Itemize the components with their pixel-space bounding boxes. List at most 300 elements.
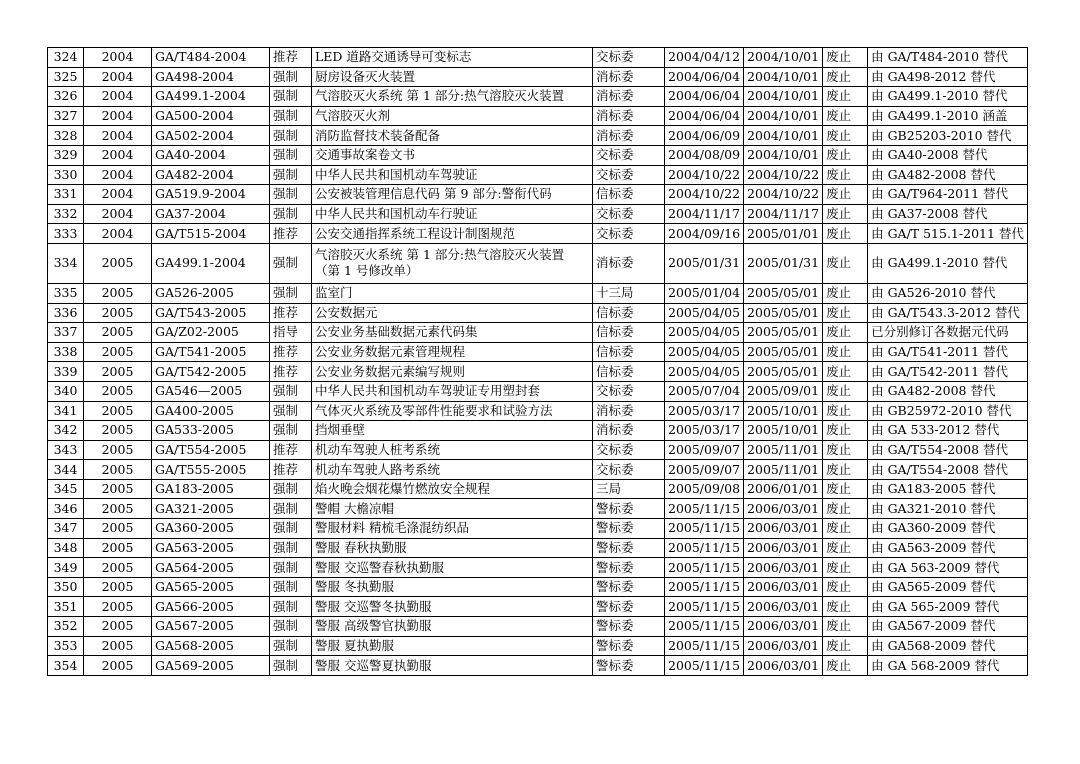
status-cell: 废止: [823, 323, 868, 343]
implement-date-cell: 2005/05/01: [744, 362, 823, 382]
implement-date-cell: 2004/10/01: [744, 67, 823, 87]
year-cell: 2004: [84, 67, 152, 87]
replacement-note-cell: 由 GA183-2005 替代: [868, 479, 1028, 499]
row-number-cell: 330: [48, 165, 84, 185]
status-cell: 废止: [823, 165, 868, 185]
standard-title-cell: 警服 交巡警夏执勤服: [312, 656, 593, 676]
row-number-cell: 336: [48, 303, 84, 323]
publish-date-cell: 2005/09/08: [665, 479, 744, 499]
year-cell: 2005: [84, 381, 152, 401]
publish-date-cell: 2004/06/09: [665, 126, 744, 146]
implement-date-cell: 2006/03/01: [744, 656, 823, 676]
status-cell: 废止: [823, 67, 868, 87]
department-cell: 消标委: [593, 67, 665, 87]
department-cell: 交标委: [593, 381, 665, 401]
standard-code-cell: GA/Z02-2005: [152, 323, 270, 343]
standard-code-cell: GA400-2005: [152, 401, 270, 421]
standard-type-cell: 强制: [270, 401, 312, 421]
status-cell: 废止: [823, 538, 868, 558]
publish-date-cell: 2005/11/15: [665, 597, 744, 617]
replacement-note-cell: 由 GA568-2009 替代: [868, 636, 1028, 656]
department-cell: 信标委: [593, 185, 665, 205]
replacement-note-cell: 由 GA565-2009 替代: [868, 577, 1028, 597]
replacement-note-cell: 由 GA/T541-2011 替代: [868, 342, 1028, 362]
standard-title-cell: 警服 交巡警春秋执勤服: [312, 558, 593, 578]
publish-date-cell: 2004/06/04: [665, 106, 744, 126]
standard-code-cell: GA37-2004: [152, 204, 270, 224]
publish-date-cell: 2004/08/09: [665, 145, 744, 165]
status-cell: 废止: [823, 577, 868, 597]
publish-date-cell: 2004/06/04: [665, 87, 744, 107]
year-cell: 2005: [84, 401, 152, 421]
standard-type-cell: 指导: [270, 323, 312, 343]
standard-code-cell: GA502-2004: [152, 126, 270, 146]
year-cell: 2005: [84, 303, 152, 323]
standard-title-cell: 警帽 大檐凉帽: [312, 499, 593, 519]
department-cell: 交标委: [593, 224, 665, 244]
standard-type-cell: 强制: [270, 126, 312, 146]
implement-date-cell: 2005/05/01: [744, 323, 823, 343]
standard-code-cell: GA/T541-2005: [152, 342, 270, 362]
table-row: [48, 558, 1028, 578]
status-cell: 废止: [823, 460, 868, 480]
row-number-cell: 337: [48, 323, 84, 343]
table-row: [48, 597, 1028, 617]
replacement-note-cell: 由 GA/T 515.1-2011 替代: [868, 224, 1028, 244]
status-cell: 废止: [823, 303, 868, 323]
department-cell: 消标委: [593, 126, 665, 146]
publish-date-cell: 2005/04/05: [665, 362, 744, 382]
row-number-cell: 327: [48, 106, 84, 126]
standard-type-cell: 强制: [270, 499, 312, 519]
standard-title-cell: 机动车驾驶人桩考系统: [312, 440, 593, 460]
standard-type-cell: 推荐: [270, 303, 312, 323]
implement-date-cell: 2004/10/22: [744, 165, 823, 185]
status-cell: 废止: [823, 381, 868, 401]
table-row: [48, 204, 1028, 224]
status-cell: 废止: [823, 204, 868, 224]
implement-date-cell: 2006/03/01: [744, 558, 823, 578]
standard-code-cell: GA/T515-2004: [152, 224, 270, 244]
department-cell: 消标委: [593, 421, 665, 441]
row-number-cell: 335: [48, 283, 84, 303]
table-row: [48, 617, 1028, 637]
replacement-note-cell: 由 GA321-2010 替代: [868, 499, 1028, 519]
standard-code-cell: GA40-2004: [152, 145, 270, 165]
publish-date-cell: 2005/09/07: [665, 440, 744, 460]
year-cell: 2005: [84, 342, 152, 362]
implement-date-cell: 2005/11/01: [744, 460, 823, 480]
standard-title-cell: 公安被装管理信息代码 第 9 部分:警衔代码: [312, 185, 593, 205]
row-number-cell: 351: [48, 597, 84, 617]
standard-type-cell: 强制: [270, 597, 312, 617]
implement-date-cell: 2006/03/01: [744, 617, 823, 637]
standard-type-cell: 强制: [270, 538, 312, 558]
status-cell: 废止: [823, 421, 868, 441]
publish-date-cell: 2005/11/15: [665, 636, 744, 656]
publish-date-cell: 2005/04/05: [665, 342, 744, 362]
standard-code-cell: GA567-2005: [152, 617, 270, 637]
table-row: [48, 479, 1028, 499]
publish-date-cell: 2005/03/17: [665, 421, 744, 441]
row-number-cell: 352: [48, 617, 84, 637]
standard-title-cell: LED 道路交通诱导可变标志: [312, 48, 593, 68]
replacement-note-cell: 由 GA499.1-2010 替代: [868, 243, 1028, 283]
standard-type-cell: 强制: [270, 185, 312, 205]
standard-type-cell: 强制: [270, 421, 312, 441]
status-cell: 废止: [823, 558, 868, 578]
implement-date-cell: 2005/05/01: [744, 303, 823, 323]
standard-type-cell: 强制: [270, 617, 312, 637]
replacement-note-cell: 由 GA 568-2009 替代: [868, 656, 1028, 676]
implement-date-cell: 2006/03/01: [744, 538, 823, 558]
department-cell: 警标委: [593, 558, 665, 578]
replacement-note-cell: 由 GA 563-2009 替代: [868, 558, 1028, 578]
department-cell: 警标委: [593, 656, 665, 676]
year-cell: 2005: [84, 558, 152, 578]
publish-date-cell: 2004/10/22: [665, 185, 744, 205]
standard-type-cell: 强制: [270, 87, 312, 107]
table-row: [48, 106, 1028, 126]
implement-date-cell: 2004/10/01: [744, 106, 823, 126]
year-cell: 2005: [84, 519, 152, 539]
department-cell: 消标委: [593, 106, 665, 126]
row-number-cell: 353: [48, 636, 84, 656]
standard-type-cell: 强制: [270, 519, 312, 539]
year-cell: 2005: [84, 440, 152, 460]
standard-title-cell: 警服 交巡警冬执勤服: [312, 597, 593, 617]
standard-code-cell: GA500-2004: [152, 106, 270, 126]
department-cell: 警标委: [593, 597, 665, 617]
standard-title-cell: 公安数据元: [312, 303, 593, 323]
replacement-note-cell: 由 GB25972-2010 替代: [868, 401, 1028, 421]
implement-date-cell: 2006/03/01: [744, 519, 823, 539]
status-cell: 废止: [823, 656, 868, 676]
standard-code-cell: GA568-2005: [152, 636, 270, 656]
status-cell: 废止: [823, 87, 868, 107]
replacement-note-cell: 由 GA37-2008 替代: [868, 204, 1028, 224]
standard-code-cell: GA498-2004: [152, 67, 270, 87]
status-cell: 废止: [823, 519, 868, 539]
table-row: [48, 126, 1028, 146]
standard-code-cell: GA546—2005: [152, 381, 270, 401]
table-row: [48, 577, 1028, 597]
standard-type-cell: 强制: [270, 283, 312, 303]
row-number-cell: 324: [48, 48, 84, 68]
implement-date-cell: 2004/10/01: [744, 145, 823, 165]
publish-date-cell: 2005/11/15: [665, 656, 744, 676]
publish-date-cell: 2004/04/12: [665, 48, 744, 68]
status-cell: 废止: [823, 185, 868, 205]
publish-date-cell: 2004/11/17: [665, 204, 744, 224]
standard-title-cell: 交通事故案卷文书: [312, 145, 593, 165]
implement-date-cell: 2005/10/01: [744, 421, 823, 441]
publish-date-cell: 2005/03/17: [665, 401, 744, 421]
row-number-cell: 329: [48, 145, 84, 165]
table-row: [48, 48, 1028, 68]
publish-date-cell: 2005/11/15: [665, 558, 744, 578]
table-row: [48, 656, 1028, 676]
replacement-note-cell: 由 GA/T964-2011 替代: [868, 185, 1028, 205]
row-number-cell: 350: [48, 577, 84, 597]
implement-date-cell: 2004/10/01: [744, 48, 823, 68]
table-body: [48, 48, 1028, 676]
publish-date-cell: 2005/11/15: [665, 538, 744, 558]
standard-title-cell: 机动车驾驶人路考系统: [312, 460, 593, 480]
year-cell: 2004: [84, 126, 152, 146]
implement-date-cell: 2004/10/01: [744, 126, 823, 146]
department-cell: 交标委: [593, 460, 665, 480]
row-number-cell: 344: [48, 460, 84, 480]
year-cell: 2004: [84, 48, 152, 68]
replacement-note-cell: 已分别修订各数据元代码: [868, 323, 1028, 343]
standard-title-cell: 警服 高级警官执勤服: [312, 617, 593, 637]
implement-date-cell: 2006/03/01: [744, 577, 823, 597]
standard-code-cell: GA526-2005: [152, 283, 270, 303]
standard-title-cell: 中华人民共和国机动车驾驶证: [312, 165, 593, 185]
table-row: [48, 185, 1028, 205]
department-cell: 消标委: [593, 87, 665, 107]
replacement-note-cell: 由 GA563-2009 替代: [868, 538, 1028, 558]
year-cell: 2005: [84, 421, 152, 441]
table-row: [48, 243, 1028, 283]
standard-type-cell: 推荐: [270, 48, 312, 68]
implement-date-cell: 2004/11/17: [744, 204, 823, 224]
standard-title-cell: 中华人民共和国机动车驾驶证专用塑封套: [312, 381, 593, 401]
implement-date-cell: 2004/10/22: [744, 185, 823, 205]
replacement-note-cell: 由 GA/T542-2011 替代: [868, 362, 1028, 382]
status-cell: 废止: [823, 224, 868, 244]
standard-title-cell: 气体灭火系统及零部件性能要求和试验方法: [312, 401, 593, 421]
department-cell: 交标委: [593, 204, 665, 224]
standard-type-cell: 推荐: [270, 362, 312, 382]
status-cell: 废止: [823, 106, 868, 126]
standard-code-cell: GA569-2005: [152, 656, 270, 676]
standard-code-cell: GA/T554-2005: [152, 440, 270, 460]
table-row: [48, 224, 1028, 244]
year-cell: 2005: [84, 460, 152, 480]
publish-date-cell: 2005/04/05: [665, 303, 744, 323]
standard-type-cell: 强制: [270, 243, 312, 283]
standard-type-cell: 强制: [270, 381, 312, 401]
year-cell: 2004: [84, 224, 152, 244]
row-number-cell: 325: [48, 67, 84, 87]
row-number-cell: 340: [48, 381, 84, 401]
department-cell: 信标委: [593, 323, 665, 343]
department-cell: 信标委: [593, 362, 665, 382]
standard-code-cell: GA482-2004: [152, 165, 270, 185]
status-cell: 废止: [823, 499, 868, 519]
row-number-cell: 328: [48, 126, 84, 146]
table-row: [48, 342, 1028, 362]
year-cell: 2004: [84, 145, 152, 165]
publish-date-cell: 2005/04/05: [665, 323, 744, 343]
standard-type-cell: 强制: [270, 204, 312, 224]
row-number-cell: 354: [48, 656, 84, 676]
implement-date-cell: 2005/05/01: [744, 283, 823, 303]
row-number-cell: 345: [48, 479, 84, 499]
table-row: [48, 636, 1028, 656]
implement-date-cell: 2006/03/01: [744, 597, 823, 617]
table-row: [48, 538, 1028, 558]
row-number-cell: 349: [48, 558, 84, 578]
department-cell: 信标委: [593, 342, 665, 362]
status-cell: 废止: [823, 597, 868, 617]
department-cell: 警标委: [593, 577, 665, 597]
year-cell: 2004: [84, 87, 152, 107]
implement-date-cell: 2005/01/31: [744, 243, 823, 283]
status-cell: 废止: [823, 48, 868, 68]
standard-type-cell: 强制: [270, 165, 312, 185]
year-cell: 2005: [84, 656, 152, 676]
standard-code-cell: GA360-2005: [152, 519, 270, 539]
table-row: [48, 165, 1028, 185]
standard-title-cell: 中华人民共和国机动车行驶证: [312, 204, 593, 224]
standard-type-cell: 强制: [270, 106, 312, 126]
table-row: [48, 87, 1028, 107]
standard-code-cell: GA/T542-2005: [152, 362, 270, 382]
publish-date-cell: 2005/07/04: [665, 381, 744, 401]
implement-date-cell: 2004/10/01: [744, 87, 823, 107]
table-row: [48, 381, 1028, 401]
row-number-cell: 338: [48, 342, 84, 362]
publish-date-cell: 2005/11/15: [665, 519, 744, 539]
row-number-cell: 342: [48, 421, 84, 441]
table-row: [48, 401, 1028, 421]
row-number-cell: 333: [48, 224, 84, 244]
replacement-note-cell: 由 GA/T543.3-2012 替代: [868, 303, 1028, 323]
department-cell: 十三局: [593, 283, 665, 303]
status-cell: 废止: [823, 401, 868, 421]
department-cell: 三局: [593, 479, 665, 499]
replacement-note-cell: 由 GA499.1-2010 涵盖: [868, 106, 1028, 126]
standard-title-cell: 公安业务基础数据元素代码集: [312, 323, 593, 343]
standard-code-cell: GA/T543-2005: [152, 303, 270, 323]
replacement-note-cell: 由 GA 565-2009 替代: [868, 597, 1028, 617]
publish-date-cell: 2005/11/15: [665, 577, 744, 597]
year-cell: 2005: [84, 636, 152, 656]
publish-date-cell: 2004/09/16: [665, 224, 744, 244]
replacement-note-cell: 由 GA482-2008 替代: [868, 165, 1028, 185]
year-cell: 2004: [84, 165, 152, 185]
table-row: [48, 323, 1028, 343]
row-number-cell: 331: [48, 185, 84, 205]
replacement-note-cell: 由 GA499.1-2010 替代: [868, 87, 1028, 107]
standard-type-cell: 强制: [270, 636, 312, 656]
standard-title-cell: 焰火晚会烟花爆竹燃放安全规程: [312, 479, 593, 499]
year-cell: 2005: [84, 479, 152, 499]
status-cell: 废止: [823, 342, 868, 362]
standard-type-cell: 推荐: [270, 440, 312, 460]
standard-type-cell: 推荐: [270, 224, 312, 244]
standards-table: [47, 47, 1028, 676]
status-cell: 废止: [823, 636, 868, 656]
standard-title-cell: 气溶胶灭火剂: [312, 106, 593, 126]
standard-title-cell: 监室门: [312, 283, 593, 303]
year-cell: 2004: [84, 185, 152, 205]
department-cell: 警标委: [593, 519, 665, 539]
standard-title-cell: 挡烟垂壁: [312, 421, 593, 441]
standard-title-cell: 气溶胶灭火系统 第 1 部分:热气溶胶灭火装置: [312, 87, 593, 107]
department-cell: 交标委: [593, 165, 665, 185]
implement-date-cell: 2005/01/01: [744, 224, 823, 244]
row-number-cell: 332: [48, 204, 84, 224]
standard-type-cell: 强制: [270, 558, 312, 578]
standard-title-cell: 警服 夏执勤服: [312, 636, 593, 656]
replacement-note-cell: 由 GA/T554-2008 替代: [868, 440, 1028, 460]
replacement-note-cell: 由 GA/T554-2008 替代: [868, 460, 1028, 480]
standard-title-cell: 公安业务数据元素管理规程: [312, 342, 593, 362]
table-row: [48, 519, 1028, 539]
publish-date-cell: 2005/09/07: [665, 460, 744, 480]
year-cell: 2005: [84, 283, 152, 303]
row-number-cell: 341: [48, 401, 84, 421]
standard-type-cell: 推荐: [270, 342, 312, 362]
status-cell: 废止: [823, 243, 868, 283]
publish-date-cell: 2004/06/04: [665, 67, 744, 87]
implement-date-cell: 2005/10/01: [744, 401, 823, 421]
standard-title-cell: 气溶胶灭火系统 第 1 部分:热气溶胶灭火装置（第 1 号修改单）: [312, 243, 593, 283]
status-cell: 废止: [823, 617, 868, 637]
standard-code-cell: GA566-2005: [152, 597, 270, 617]
standard-title-cell: 公安交通指挥系统工程设计制图规范: [312, 224, 593, 244]
table-row: [48, 499, 1028, 519]
year-cell: 2005: [84, 617, 152, 637]
table-row: [48, 67, 1028, 87]
status-cell: 废止: [823, 479, 868, 499]
implement-date-cell: 2005/11/01: [744, 440, 823, 460]
department-cell: 警标委: [593, 499, 665, 519]
implement-date-cell: 2006/01/01: [744, 479, 823, 499]
standard-code-cell: GA565-2005: [152, 577, 270, 597]
row-number-cell: 346: [48, 499, 84, 519]
replacement-note-cell: 由 GA40-2008 替代: [868, 145, 1028, 165]
publish-date-cell: 2005/11/15: [665, 617, 744, 637]
standard-code-cell: GA499.1-2004: [152, 87, 270, 107]
standard-code-cell: GA519.9-2004: [152, 185, 270, 205]
row-number-cell: 343: [48, 440, 84, 460]
replacement-note-cell: 由 GA482-2008 替代: [868, 381, 1028, 401]
table-row: [48, 303, 1028, 323]
year-cell: 2005: [84, 499, 152, 519]
table-row: [48, 440, 1028, 460]
standard-code-cell: GA/T555-2005: [152, 460, 270, 480]
department-cell: 交标委: [593, 145, 665, 165]
department-cell: 消标委: [593, 401, 665, 421]
status-cell: 废止: [823, 126, 868, 146]
publish-date-cell: 2004/10/22: [665, 165, 744, 185]
status-cell: 废止: [823, 362, 868, 382]
standard-title-cell: 警服材料 精梳毛涤混纺织品: [312, 519, 593, 539]
department-cell: 消标委: [593, 243, 665, 283]
publish-date-cell: 2005/11/15: [665, 499, 744, 519]
implement-date-cell: 2005/09/01: [744, 381, 823, 401]
standard-code-cell: GA321-2005: [152, 499, 270, 519]
standard-type-cell: 强制: [270, 67, 312, 87]
standard-type-cell: 强制: [270, 145, 312, 165]
replacement-note-cell: 由 GB25203-2010 替代: [868, 126, 1028, 146]
standard-code-cell: GA183-2005: [152, 479, 270, 499]
publish-date-cell: 2005/01/31: [665, 243, 744, 283]
implement-date-cell: 2005/05/01: [744, 342, 823, 362]
year-cell: 2004: [84, 106, 152, 126]
standard-title-cell: 公安业务数据元素编写规则: [312, 362, 593, 382]
standard-code-cell: GA499.1-2004: [152, 243, 270, 283]
standard-type-cell: 强制: [270, 577, 312, 597]
department-cell: 交标委: [593, 440, 665, 460]
implement-date-cell: 2006/03/01: [744, 636, 823, 656]
department-cell: 警标委: [593, 636, 665, 656]
